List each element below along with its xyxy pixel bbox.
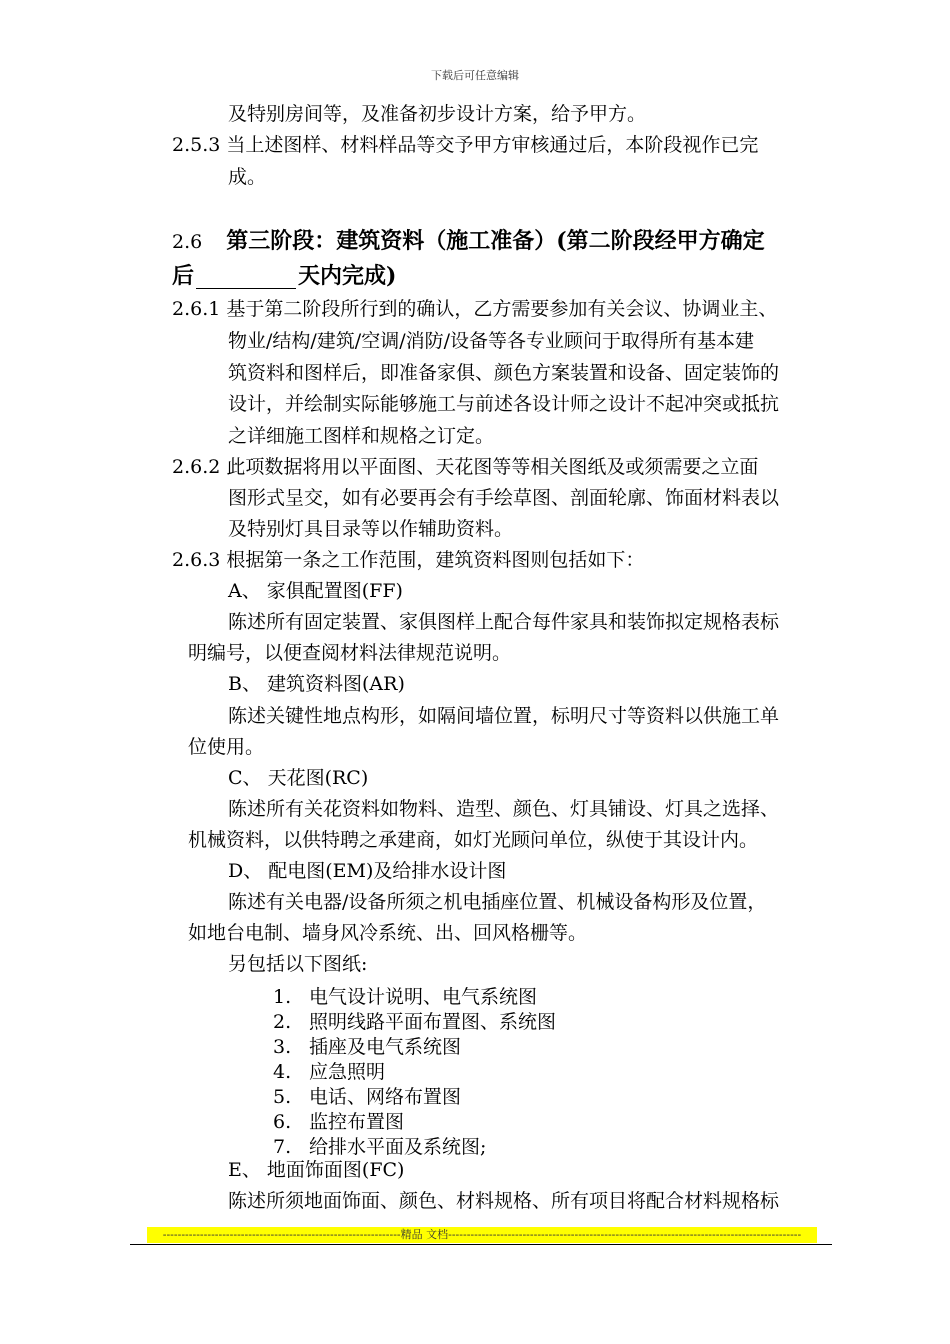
subitem-heading: D、 配电图(EM)及给排水设计图 <box>228 860 507 882</box>
list-item: 6. 监控布置图 <box>273 1111 405 1133</box>
list-item: 4. 应急照明 <box>273 1061 386 1083</box>
body-line: 2.6.3 根据第一条之工作范围，建筑资料图则包括如下： <box>172 549 645 571</box>
section-number: 2.6 <box>172 231 203 253</box>
body-line: 筑资料和图样后，即准备家俱、颜色方案装置和设备、固定装饰的 <box>228 362 780 384</box>
section-title-line1: 第三阶段：建筑资料（施工准备）(第二阶段经甲方确定 <box>226 228 765 254</box>
body-line: 图形式呈交，如有必要再会有手绘草图、剖面轮廓、饰面材料表以 <box>228 487 780 509</box>
body-line: 成。 <box>228 166 267 188</box>
subitem-heading: E、 地面饰面图(FC) <box>228 1159 405 1181</box>
body-line: 及特别房间等，及准备初步设计方案，给予甲方。 <box>228 103 647 125</box>
footer-label: 精品 文档 <box>400 1228 449 1241</box>
list-item: 7. 给排水平面及系统图; <box>273 1136 487 1158</box>
subitem-heading: A、 家俱配置图(FF) <box>228 580 403 602</box>
list-item: 3. 插座及电气系统图 <box>273 1036 462 1058</box>
body-line: 陈述所有固定装置、家俱图样上配合每件家具和装饰拟定规格表标 <box>228 611 780 633</box>
page-header: 下载后可任意编辑 <box>431 69 519 82</box>
subitem-heading: C、 天花图(RC) <box>228 767 369 789</box>
list-item: 1. 电气设计说明、电气系统图 <box>273 986 538 1008</box>
body-line: 及特别灯具目录等以作辅助资料。 <box>228 518 514 540</box>
body-line: 设计，并绘制实际能够施工与前述各设计师之设计不起冲突或抵抗 <box>228 393 780 415</box>
footer-rule <box>130 1244 832 1245</box>
body-line: 2.6.2 此项数据将用以平面图、天花图等等相关图纸及或须需要之立面 <box>172 456 759 478</box>
footer-band: ----------------------------------------------------------------精品 文档----------------------------------------------------------------------------------------------- <box>147 1227 817 1243</box>
body-line: 陈述所须地面饰面、颜色、材料规格、所有项目将配合材料规格标 <box>228 1190 780 1212</box>
body-line: 机械资料，以供特聘之承建商，如灯光顾问单位，纵使于其设计内。 <box>188 829 759 851</box>
list-item: 2. 照明线路平面布置图、系统图 <box>273 1011 557 1033</box>
body-line: 如地台电制、墙身风冷系统、出、回风格栅等。 <box>188 922 588 944</box>
body-line: 陈述所有关花资料如物料、造型、颜色、灯具铺设、灯具之选择、 <box>228 798 780 820</box>
body-line: 陈述关键性地点构形，如隔间墙位置，标明尺寸等资料以供施工单 <box>228 705 780 727</box>
subitem-heading: B、 建筑资料图(AR) <box>228 673 405 695</box>
body-line: 明编号，以便查阅材料法律规范说明。 <box>188 642 512 664</box>
list-item: 5. 电话、网络布置图 <box>273 1086 462 1108</box>
body-line: 物业/结构/建筑/空调/消防/设备等各专业顾问于取得所有基本建 <box>228 330 755 352</box>
section-heading <box>172 228 765 254</box>
body-line: 之详细施工图样和规格之订定。 <box>228 425 495 447</box>
body-line: 位使用。 <box>188 736 265 758</box>
body-line: 另包括以下图纸: <box>228 953 368 975</box>
body-line: 陈述有关电器/设备所须之机电插座位置、机械设备构形及位置， <box>228 891 767 913</box>
blank-underline <box>196 266 296 289</box>
body-line: 2.5.3 当上述图样、材料样品等交予甲方审核通过后，本阶段视作已完 <box>172 134 759 156</box>
section-title-line2: 后 天内完成) <box>172 263 397 289</box>
body-line: 2.6.1 基于第二阶段所行到的确认，乙方需要参加有关会议、协调业主、 <box>172 298 778 320</box>
